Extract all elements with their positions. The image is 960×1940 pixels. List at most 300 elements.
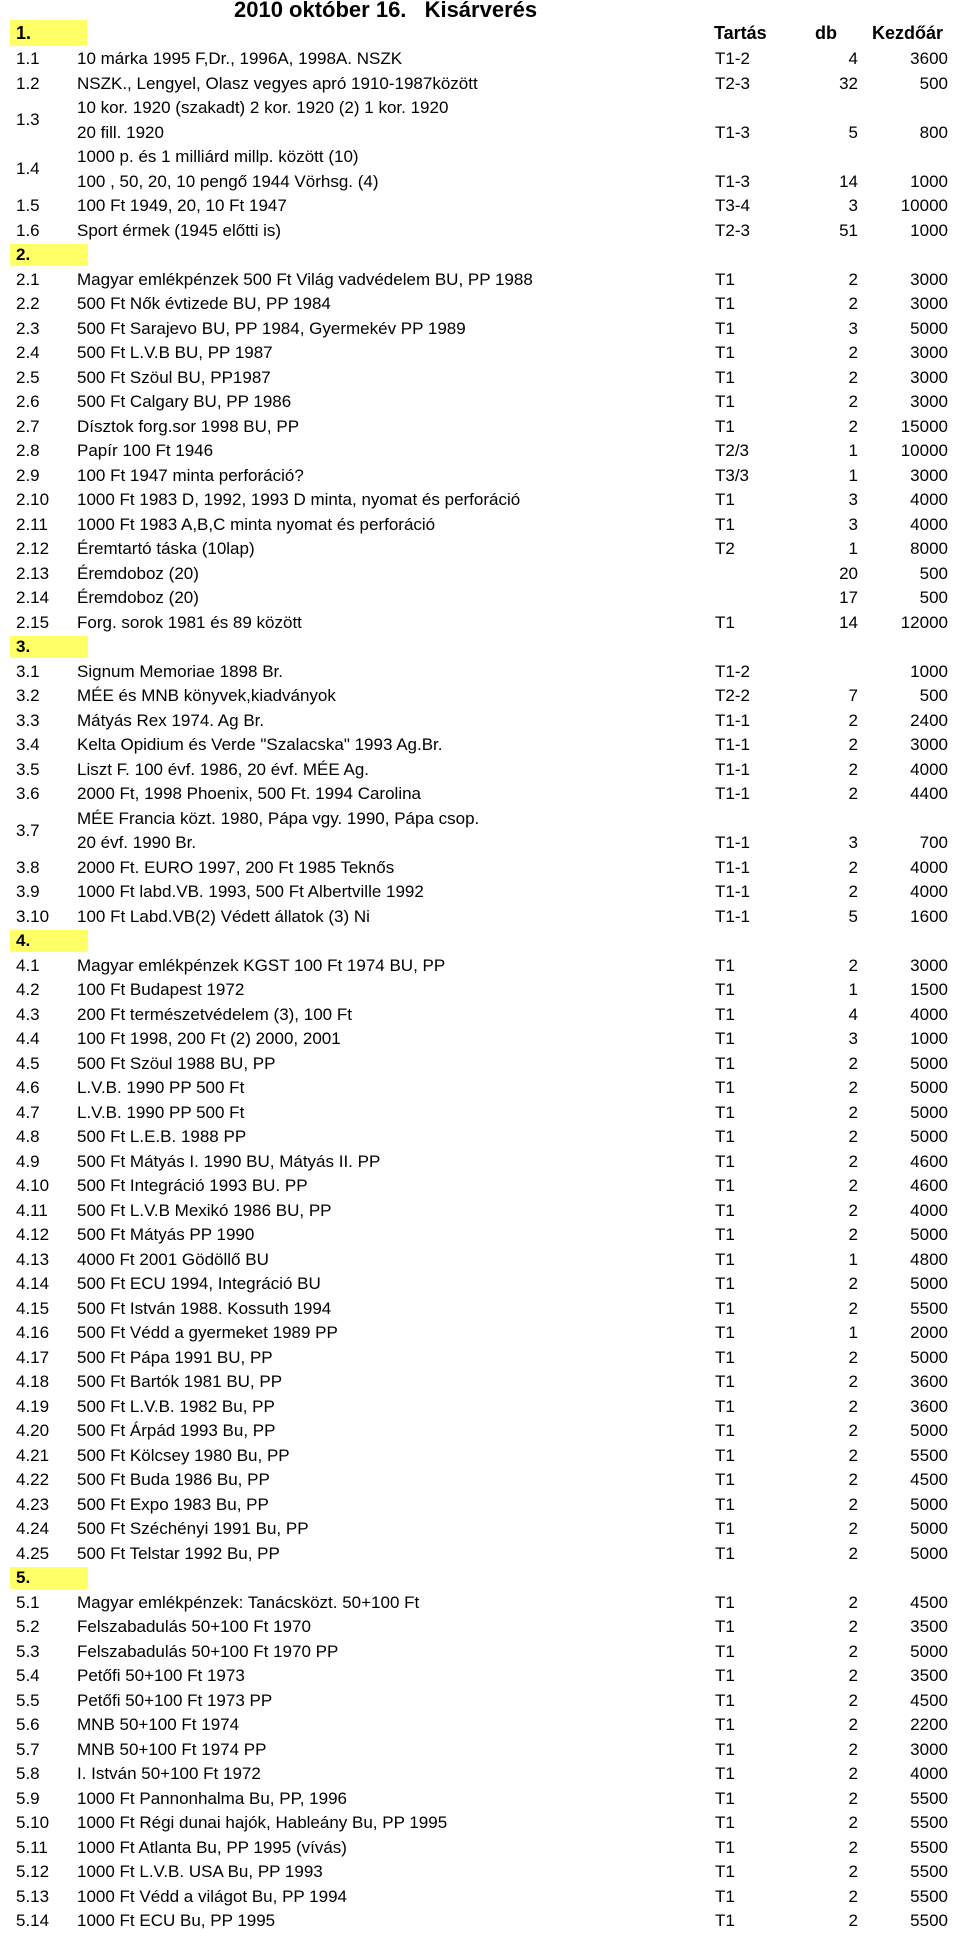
lot-quantity: 51 <box>839 220 858 240</box>
lot-quantity: 3 <box>848 1029 858 1048</box>
table-row <box>0 1419 960 1444</box>
lot-number: 4.1 <box>16 955 40 975</box>
table-header <box>0 20 960 47</box>
lot-number: 5.8 <box>16 1764 40 1783</box>
lot-description: Magyar emlékpénzek: Tanácsközt. 50+100 Ft <box>77 1592 420 1612</box>
lot-start-price: 12000 <box>900 612 948 632</box>
lot-number: 2.2 <box>16 294 40 313</box>
table-row <box>0 1591 960 1616</box>
table-row <box>0 807 960 856</box>
lot-condition: T1 <box>715 1617 735 1636</box>
table-row <box>0 1076 960 1101</box>
lot-description: Magyar emlékpénzek KGST 100 Ft 1974 BU, PP <box>77 955 446 975</box>
lot-quantity: 2 <box>848 1053 858 1073</box>
lot-start-price: 3000 <box>910 735 948 754</box>
table-row <box>0 317 960 342</box>
lot-start-price: 8000 <box>910 539 948 558</box>
lot-description: 500 Ft L.V.B BU, PP 1987 <box>77 343 273 362</box>
table-row <box>0 1615 960 1640</box>
lot-condition: T1 <box>715 1739 735 1759</box>
lot-number: 2.12 <box>16 539 50 558</box>
lot-condition: T1 <box>715 1519 735 1538</box>
lot-condition: T1 <box>715 343 735 362</box>
lot-number: 2.1 <box>16 269 40 289</box>
table-row <box>0 1444 960 1469</box>
table-row <box>0 145 960 194</box>
lot-condition: T1 <box>715 1323 735 1342</box>
lot-description: Forg. sorok 1981 és 89 között <box>77 612 302 632</box>
lot-condition: T1 <box>715 1176 735 1195</box>
table-row <box>0 1493 960 1518</box>
lot-condition: T1 <box>715 1788 735 1808</box>
lot-start-price: 5500 <box>910 1837 948 1857</box>
lot-quantity: 2 <box>848 1421 858 1440</box>
lot-quantity: 2 <box>848 1445 858 1465</box>
lot-number: 2.3 <box>16 318 40 338</box>
lot-start-price: 5500 <box>910 1298 948 1318</box>
lot-quantity: 2 <box>848 784 858 803</box>
lot-start-price: 5500 <box>910 1911 948 1930</box>
lot-number: 3.10 <box>16 906 50 926</box>
lot-description: Éremtartó táska (10lap) <box>77 539 255 558</box>
lot-description: 500 Ft Mátyás I. 1990 BU, Mátyás II. PP <box>77 1151 381 1171</box>
lot-start-price: 5000 <box>910 1225 948 1244</box>
table-row <box>0 1223 960 1248</box>
lot-description: 500 Ft Árpád 1993 Bu, PP <box>77 1421 276 1440</box>
lot-description: 100 Ft Labd.VB(2) Védett állatok (3) Ni <box>77 906 370 926</box>
lot-quantity: 14 <box>839 612 858 632</box>
lot-description: 1000 Ft Pannonhalma Bu, PP, 1996 <box>77 1788 347 1808</box>
lot-start-price: 3000 <box>910 343 948 362</box>
lot-quantity: 2 <box>848 1862 858 1881</box>
lot-condition: T1 <box>715 1249 735 1269</box>
lot-start-price: 3600 <box>910 49 948 68</box>
lot-number: 5.7 <box>16 1739 40 1759</box>
lot-condition: T1 <box>715 1200 735 1220</box>
lot-description: 100 Ft 1949, 20, 10 Ft 1947 <box>77 196 287 215</box>
lot-description: 10 kor. 1920 (szakadt) 2 kor. 1920 (2) 1 kor. 1920 20 fill. 1920 <box>77 98 449 142</box>
lot-description: L.V.B. 1990 PP 500 Ft <box>77 1078 245 1097</box>
lot-description: 1000 Ft Védd a világot Bu, PP 1994 <box>77 1886 347 1906</box>
lot-number: 5.5 <box>16 1690 40 1710</box>
lot-condition: T1 <box>715 1715 735 1734</box>
lot-start-price: 1500 <box>910 980 948 999</box>
section-label: 4. <box>10 930 88 952</box>
lot-description: 4000 Ft 2001 Gödöllő BU <box>77 1249 269 1269</box>
lot-start-price: 5000 <box>910 1127 948 1146</box>
lot-condition: T2 <box>715 539 735 558</box>
lot-number: 1.6 <box>16 220 40 240</box>
lot-number: 2.6 <box>16 392 40 411</box>
lot-quantity: 2 <box>848 1102 858 1122</box>
lot-condition: T3/3 <box>715 465 750 485</box>
lot-description: 500 Ft Széchényi 1991 Bu, PP <box>77 1519 309 1538</box>
lot-quantity: 2 <box>848 1298 858 1318</box>
lot-start-price: 3000 <box>910 955 948 975</box>
lot-quantity: 2 <box>848 1788 858 1808</box>
lot-start-price: 2200 <box>910 1715 948 1734</box>
lot-quantity: 2 <box>848 1494 858 1514</box>
lot-description: 500 Ft István 1988. Kossuth 1994 <box>77 1298 332 1318</box>
section-row <box>0 243 960 268</box>
lot-start-price: 3000 <box>910 465 948 485</box>
lot-number: 3.2 <box>16 686 40 705</box>
lot-description: 500 Ft Bartók 1981 BU, PP <box>77 1372 283 1391</box>
table-row <box>0 1885 960 1910</box>
lot-condition: T1 <box>715 1764 735 1783</box>
lot-description: Liszt F. 100 évf. 1986, 20 évf. MÉE Ag. <box>77 759 369 779</box>
lot-number: 2.9 <box>16 465 40 485</box>
table-row <box>0 1542 960 1567</box>
lot-quantity: 2 <box>848 857 858 877</box>
page-title <box>234 0 654 22</box>
lot-start-price: 3000 <box>910 392 948 411</box>
lot-condition: T1 <box>715 1372 735 1391</box>
lot-condition: T1-1 <box>715 784 750 803</box>
lot-quantity: 3 <box>848 514 858 534</box>
table-row <box>0 1738 960 1763</box>
lot-description: MÉE Francia közt. 1980, Pápa vgy. 1990, Pápa csop. 20 évf. 1990 Br. <box>77 808 480 852</box>
lot-quantity: 2 <box>848 1543 858 1563</box>
lot-start-price: 4600 <box>910 1151 948 1171</box>
lot-number: 3.7 <box>16 820 40 840</box>
table-row <box>0 1468 960 1493</box>
lot-condition: T1 <box>715 1886 735 1906</box>
lot-description: NSZK., Lengyel, Olasz vegyes apró 1910-1987között <box>77 73 478 93</box>
lot-quantity: 2 <box>848 1690 858 1710</box>
lot-number: 4.25 <box>16 1543 50 1563</box>
lot-condition: T1 <box>715 1298 735 1318</box>
lot-start-price: 5000 <box>910 1078 948 1097</box>
lot-number: 2.15 <box>16 612 50 632</box>
lot-description: Mátyás Rex 1974. Ag Br. <box>77 710 265 730</box>
section-label: 5. <box>10 1567 88 1589</box>
lot-quantity: 2 <box>848 1225 858 1244</box>
lot-condition: T1 <box>715 392 735 411</box>
lot-quantity: 2 <box>848 1837 858 1857</box>
lot-condition: T1 <box>715 1494 735 1514</box>
lot-start-price: 3600 <box>910 1396 948 1416</box>
table-row <box>0 341 960 366</box>
lot-description: Felszabadulás 50+100 Ft 1970 <box>77 1617 311 1636</box>
table-row <box>0 1909 960 1934</box>
section-row <box>0 929 960 954</box>
lot-number: 4.4 <box>16 1029 40 1048</box>
table-row <box>0 758 960 783</box>
lot-condition: T1-2 <box>715 661 750 681</box>
lot-number: 2.11 <box>16 514 48 534</box>
table-row <box>0 1150 960 1175</box>
lot-description: Felszabadulás 50+100 Ft 1970 PP <box>77 1641 339 1661</box>
table-row <box>0 1762 960 1787</box>
lot-start-price: 500 <box>919 686 948 705</box>
lot-start-price: 1000 <box>910 171 948 191</box>
lot-quantity: 2 <box>848 1372 858 1391</box>
lot-quantity: 2 <box>848 1127 858 1146</box>
lot-condition: T1 <box>715 1445 735 1465</box>
lot-number: 5.11 <box>16 1837 48 1857</box>
lot-number: 4.6 <box>16 1078 40 1097</box>
lot-condition: T1 <box>715 1421 735 1440</box>
lot-description: 1000 Ft labd.VB. 1993, 500 Ft Albertville 1992 <box>77 882 424 901</box>
lot-quantity: 2 <box>848 1715 858 1734</box>
lot-number: 4.19 <box>16 1396 50 1416</box>
lot-description: 1000 Ft 1983 A,B,C minta nyomat és perforáció <box>77 514 436 534</box>
lot-start-price: 3000 <box>910 269 948 289</box>
column-header-condition: Tartás <box>714 23 767 43</box>
lot-start-price: 5000 <box>910 1102 948 1122</box>
table-row <box>0 562 960 587</box>
lot-condition: T1 <box>715 1004 735 1024</box>
lot-condition: T1-1 <box>715 710 750 730</box>
lot-start-price: 5500 <box>910 1886 948 1906</box>
lot-number: 3.8 <box>16 857 40 877</box>
lot-number: 5.6 <box>16 1715 40 1734</box>
lot-quantity: 3 <box>848 196 858 215</box>
table-row <box>0 513 960 538</box>
lot-condition: T1 <box>715 1274 735 1293</box>
table-row <box>0 1174 960 1199</box>
lot-condition: T1-2 <box>715 49 750 68</box>
table-row <box>0 47 960 72</box>
lot-condition: T1 <box>715 1837 735 1857</box>
table-row <box>0 1787 960 1812</box>
lot-start-price: 700 <box>919 833 948 852</box>
lot-description: Sport érmek (1945 előtti is) <box>77 220 282 240</box>
lot-quantity: 2 <box>848 1886 858 1906</box>
section-label: 2. <box>10 244 88 266</box>
lot-start-price: 4000 <box>910 759 948 779</box>
lot-quantity: 2 <box>848 710 858 730</box>
lot-number: 3.6 <box>16 784 40 803</box>
lot-quantity: 2 <box>848 1274 858 1293</box>
lot-condition: T1-3 <box>715 171 750 191</box>
lot-quantity: 2 <box>848 294 858 313</box>
lot-description: Kelta Opidium és Verde "Szalacska" 1993 Ag.Br. <box>77 735 443 754</box>
lot-quantity: 2 <box>848 1617 858 1636</box>
lot-condition: T1 <box>715 1396 735 1416</box>
lot-description: Papír 100 Ft 1946 <box>77 441 214 460</box>
lot-number: 2.7 <box>16 416 40 436</box>
lot-description: 1000 Ft Atlanta Bu, PP 1995 (vívás) <box>77 1837 347 1857</box>
lot-description: 1000 p. és 1 milliárd millp. között (10) 100 , 50, 20, 10 pengő 1944 Vörhsg. (4) <box>77 147 379 191</box>
lot-start-price: 3600 <box>910 1372 948 1391</box>
lot-start-price: 500 <box>919 588 948 607</box>
lot-start-price: 4800 <box>910 1249 948 1269</box>
lot-number: 3.1 <box>16 661 40 681</box>
lot-condition: T2/3 <box>715 441 750 460</box>
lot-condition: T2-3 <box>715 73 750 93</box>
lot-quantity: 5 <box>848 906 858 926</box>
lot-start-price: 4000 <box>910 490 948 509</box>
lot-start-price: 5000 <box>910 318 948 338</box>
lot-quantity: 2 <box>848 1911 858 1930</box>
lot-quantity: 5 <box>848 122 858 142</box>
table-row <box>0 464 960 489</box>
lot-quantity: 2 <box>848 955 858 975</box>
lot-number: 1.3 <box>16 110 40 129</box>
table-row <box>0 1199 960 1224</box>
table-row <box>0 1125 960 1150</box>
lot-number: 4.17 <box>16 1347 50 1367</box>
lot-quantity: 3 <box>848 833 858 852</box>
lot-number: 5.14 <box>16 1911 50 1930</box>
lot-quantity: 2 <box>848 1764 858 1783</box>
lot-start-price: 3000 <box>910 294 948 313</box>
lot-description: 500 Ft Mátyás PP 1990 <box>77 1225 255 1244</box>
lot-start-price: 5000 <box>910 1421 948 1440</box>
table-row <box>0 684 960 709</box>
table-row <box>0 782 960 807</box>
lot-condition: T1-1 <box>715 882 750 901</box>
lot-start-price: 800 <box>919 122 948 142</box>
lot-quantity: 2 <box>848 1519 858 1538</box>
lot-number: 2.8 <box>16 441 40 460</box>
lot-start-price: 1000 <box>910 661 948 681</box>
lot-start-price: 4500 <box>910 1470 948 1489</box>
lot-start-price: 4000 <box>910 882 948 901</box>
lot-start-price: 3000 <box>910 367 948 387</box>
lot-description: 500 Ft Sarajevo BU, PP 1984, Gyermekév PP 1989 <box>77 318 466 338</box>
lot-start-price: 5000 <box>910 1543 948 1563</box>
lot-description: 10 márka 1995 F,Dr., 1996A, 1998A. NSZK <box>77 49 403 68</box>
lot-description: 2000 Ft. EURO 1997, 200 Ft 1985 Teknős <box>77 857 395 877</box>
table-row <box>0 96 960 145</box>
table-row <box>0 611 960 636</box>
lot-number: 5.4 <box>16 1666 40 1685</box>
lot-number: 3.5 <box>16 759 40 779</box>
lot-start-price: 5000 <box>910 1053 948 1073</box>
lot-quantity: 2 <box>848 735 858 754</box>
lot-condition: T1 <box>715 1592 735 1612</box>
lot-number: 2.13 <box>16 563 50 583</box>
lot-quantity: 2 <box>848 343 858 362</box>
lot-description: 500 Ft Védd a gyermeket 1989 PP <box>77 1323 338 1342</box>
lot-start-price: 4000 <box>910 1004 948 1024</box>
lot-condition: T1 <box>715 367 735 387</box>
lot-condition: T1 <box>715 1862 735 1881</box>
lot-condition: T1 <box>715 294 735 313</box>
lot-quantity: 1 <box>848 980 858 999</box>
lot-start-price: 10000 <box>900 196 948 215</box>
lot-condition: T1 <box>715 612 735 632</box>
lot-description: 1000 Ft 1983 D, 1992, 1993 D minta, nyomat és perforáció <box>77 490 521 509</box>
lot-condition: T2-2 <box>715 686 750 705</box>
lot-description: Petőfi 50+100 Ft 1973 <box>77 1666 245 1685</box>
lot-start-price: 5500 <box>910 1862 948 1881</box>
lot-number: 1.1 <box>16 49 40 68</box>
lot-description: 500 Ft Calgary BU, PP 1986 <box>77 392 292 411</box>
table-row <box>0 1836 960 1861</box>
lot-condition: T1 <box>715 490 735 509</box>
lot-number: 1.5 <box>16 196 40 215</box>
table-row <box>0 880 960 905</box>
lot-start-price: 5000 <box>910 1494 948 1514</box>
lot-condition: T1 <box>715 1102 735 1122</box>
lot-number: 5.3 <box>16 1641 40 1661</box>
lot-start-price: 4000 <box>910 857 948 877</box>
lot-description: 500 Ft L.E.B. 1988 PP <box>77 1127 247 1146</box>
lot-number: 5.2 <box>16 1617 40 1636</box>
lot-description: 1000 Ft L.V.B. USA Bu, PP 1993 <box>77 1862 323 1881</box>
lot-condition: T1 <box>715 1641 735 1661</box>
lot-quantity: 2 <box>848 1470 858 1489</box>
lot-number: 5.9 <box>16 1788 40 1808</box>
lot-number: 4.24 <box>16 1519 50 1538</box>
table-row <box>0 733 960 758</box>
table-row <box>0 1860 960 1885</box>
lot-number: 4.23 <box>16 1494 50 1514</box>
lot-start-price: 1000 <box>910 1029 948 1048</box>
lot-number: 5.1 <box>16 1592 40 1612</box>
lot-quantity: 2 <box>848 392 858 411</box>
lot-description: 500 Ft Telstar 1992 Bu, PP <box>77 1543 280 1563</box>
lot-condition: T1-1 <box>715 833 750 852</box>
lot-start-price: 4400 <box>910 784 948 803</box>
lot-start-price: 4000 <box>910 1764 948 1783</box>
lot-condition: T1-1 <box>715 735 750 754</box>
lot-number: 4.15 <box>16 1298 50 1318</box>
lot-description: 500 Ft Expo 1983 Bu, PP <box>77 1494 269 1514</box>
lot-description: 100 Ft Budapest 1972 <box>77 980 245 999</box>
lot-description: 500 Ft Kölcsey 1980 Bu, PP <box>77 1445 290 1465</box>
table-row <box>0 390 960 415</box>
lot-start-price: 3000 <box>910 1739 948 1759</box>
lot-description: 500 Ft L.V.B Mexikó 1986 BU, PP <box>77 1200 332 1220</box>
lot-condition: T1 <box>715 1151 735 1171</box>
lot-start-price: 5500 <box>910 1788 948 1808</box>
lot-start-price: 1600 <box>910 906 948 926</box>
lot-start-price: 4000 <box>910 514 948 534</box>
lot-start-price: 1000 <box>910 220 948 240</box>
lot-number: 2.14 <box>16 588 50 607</box>
table-row <box>0 1395 960 1420</box>
table-row <box>0 905 960 930</box>
lot-description: 500 Ft Nők évtizede BU, PP 1984 <box>77 294 331 313</box>
lot-description: Petőfi 50+100 Ft 1973 PP <box>77 1690 273 1710</box>
lot-quantity: 3 <box>848 318 858 338</box>
lot-number: 1.2 <box>16 73 40 93</box>
lot-quantity: 20 <box>839 563 858 583</box>
lot-quantity: 2 <box>848 367 858 387</box>
lot-description: 500 Ft Szöul 1988 BU, PP <box>77 1053 276 1073</box>
lot-description: MNB 50+100 Ft 1974 <box>77 1715 240 1734</box>
lot-number: 3.4 <box>16 735 40 754</box>
lot-description: Éremdoboz (20) <box>77 563 199 583</box>
lot-condition: T1 <box>715 269 735 289</box>
section-label: 3. <box>10 636 88 658</box>
table-row <box>0 1248 960 1273</box>
lot-number: 4.14 <box>16 1274 50 1293</box>
lot-number: 4.7 <box>16 1102 40 1122</box>
lot-condition: T1 <box>715 955 735 975</box>
lot-start-price: 5500 <box>910 1813 948 1832</box>
table-row <box>0 978 960 1003</box>
lot-condition: T1-1 <box>715 759 750 779</box>
lot-number: 4.16 <box>16 1323 50 1342</box>
lot-start-price: 15000 <box>900 416 948 436</box>
lot-number: 4.13 <box>16 1249 50 1269</box>
lot-number: 3.3 <box>16 710 40 730</box>
section-row <box>0 635 960 660</box>
column-header-quantity: db <box>815 23 837 43</box>
lot-description: MNB 50+100 Ft 1974 PP <box>77 1739 267 1759</box>
lot-number: 4.2 <box>16 980 40 999</box>
lot-condition: T1 <box>715 1078 735 1097</box>
table-row <box>0 954 960 979</box>
table-row <box>0 415 960 440</box>
table-row <box>0 537 960 562</box>
